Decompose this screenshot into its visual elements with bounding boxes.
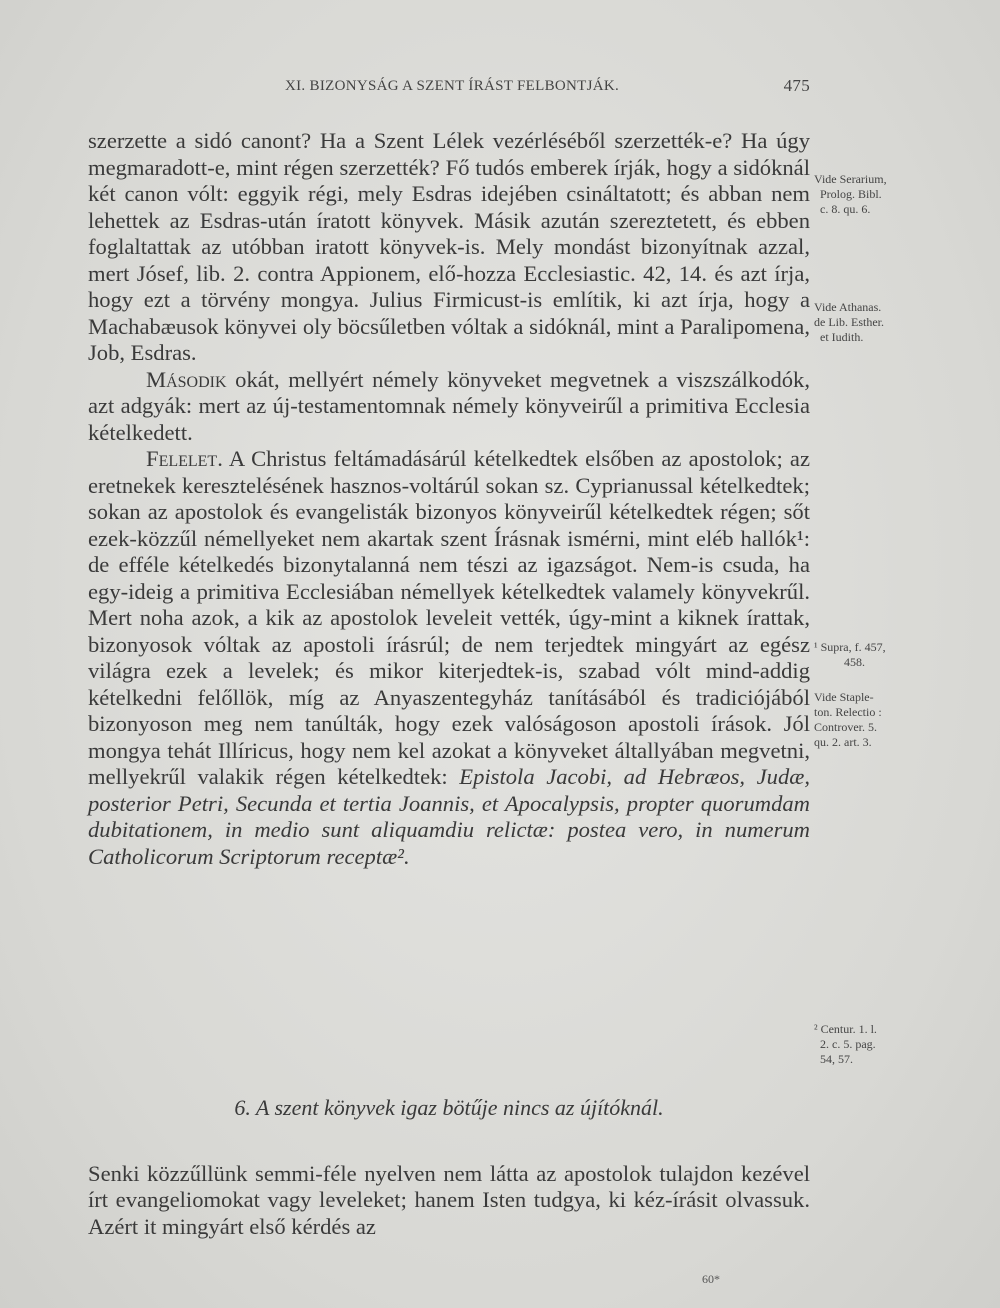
margin-note-line: qu. 2. art. 3.: [814, 735, 872, 749]
page-number: 475: [783, 76, 810, 95]
margin-note-line: 458.: [844, 655, 865, 669]
margin-note-line: Controver. 5.: [814, 720, 877, 734]
signature-mark: 60*: [702, 1272, 720, 1286]
margin-note-2: [814, 300, 1000, 345]
margin-note-4: [814, 690, 1000, 750]
small-caps-masodik: Második: [146, 366, 227, 392]
margin-note-line: ¹ Supra, f. 457,: [814, 640, 886, 654]
page-header: [285, 78, 810, 95]
paragraph-3-text: A Christus feltámadásárúl kételkedtek elsőben az apostolok; az eretnekek keresztelésének hasznos-voltárúl sokan sz. Cyprianussal kételkedtek; sokan az apostolok és evangelisták bizonyos könyveirűl kételkedtek régen; sőt ezek-közzűl némellyeket nem akartak szent Írásnak ismérni, mint eléb hallók¹: de efféle kételkedés bizonytalanná nem tészi az igazságot. Nem-is csuda, ha egy-ideig a primitiva Ecclesiában némellyek kételkedtek valamely könyvekrűl. Mert noha azok, a kik az apostolok leveleit vették, úgy-mint a kiknek írattak, bizonyosok vóltak az apostoli írásrúl; de nem terjedtek mingyárt az egész világra ezek a levelek; és mikor kiterjedtek-is, szabad vólt mind-addig kételkedni felőllök, míg az Anyaszentegyház tanításából és tradiciójából bizonyoson meg nem tanúlták, hogy ezek valóságoson apostoli írások. Jól mongya tehát Illíricus, hogy nem kel azokat a könyveket általlyában megvetni, mellyekrűl valakik régen kételkedtek:: [88, 446, 810, 789]
main-text: [88, 128, 810, 870]
margin-note-line: Prolog. Bibl.: [820, 187, 882, 201]
paragraph-3: [88, 446, 810, 870]
small-caps-felelet: Felelet.: [146, 446, 223, 471]
margin-note-line: c. 8. qu. 6.: [820, 202, 871, 216]
latin-quote: Epistola Jacobi, ad Hebræos, Judæ, posterior Petri, Secunda et tertia Joannis, et Apocalypsis, propter quorumdam dubitationem, in medio sunt aliquamdiu relictæ: postea vero, in numerum Catholicorum Scriptorum receptæ².: [88, 764, 810, 869]
margin-note-5: [814, 1022, 1000, 1067]
paragraph-2-text: okát, mellyért némely könyveket megvetnek a viszszálkodók, azt adgyák: mert az új-testamentomnak némely könyveirűl a primitiva Ecclesia kételkedett.: [88, 366, 810, 445]
paragraph-1: szerzette a sidó canont? Ha a Szent Lélek vezérléséből szerzették-e? Ha úgy megmaradott-e, mint régen szerzették? Fő tudós emberek írják, hogy a sidóknál két canon vólt: eggyik régi, mely Esdras idejében csináltatott; és abban nem lehettek az Esdras-után íratott könyvek. Másik azután szereztetett, és ebben foglaltattak az utóbban iratott könyvek-is. Mely mondást bizonyítnak azzal, mert Jósef, lib. 2. contra Appionem, elő-hozza Ecclesiastic. 42, 14. és azt írja, hogy ezt a törvény mongya. Julius Firmicust-is említik, ki azt írja, hogy a Machabæusok könyvei oly böcsűletben vóltak a sidóknál, mint a Paralipomena, Job, Esdras.: [88, 128, 810, 365]
margin-note-line: Vide Serarium,: [814, 172, 887, 186]
running-title: XI. BIZONYSÁG A SZENT ÍRÁST FELBONTJÁK.: [285, 78, 620, 94]
margin-note-line: ton. Relectio :: [814, 705, 882, 719]
section-heading: 6. A szent könyvek igaz bötűje nincs az újítóknál.: [234, 1095, 664, 1120]
paragraph-2: [88, 367, 810, 447]
margin-note-line: 54, 57.: [820, 1052, 853, 1066]
margin-note-line: ² Centur. 1. l.: [814, 1022, 877, 1036]
margin-note-3: [814, 640, 1000, 670]
margin-note-line: de Lib. Esther.: [814, 315, 884, 329]
margin-note-line: Vide Staple-: [814, 690, 874, 704]
margin-note-line: 2. c. 5. pag.: [820, 1037, 876, 1051]
margin-note-1: [814, 172, 1000, 217]
paragraph-4: Senki közzűllünk semmi-féle nyelven nem látta az apostolok tulajdon kezével írt evangeliomokat vagy leveleket; hanem Isten tudgya, ki kéz-írásit olvassuk. Azért it mingyárt első kérdés az: [88, 1160, 810, 1239]
main-text-continued: [88, 1138, 810, 1263]
margin-note-line: Vide Athanas.: [814, 300, 882, 314]
margin-note-line: et Iudith.: [820, 330, 864, 344]
